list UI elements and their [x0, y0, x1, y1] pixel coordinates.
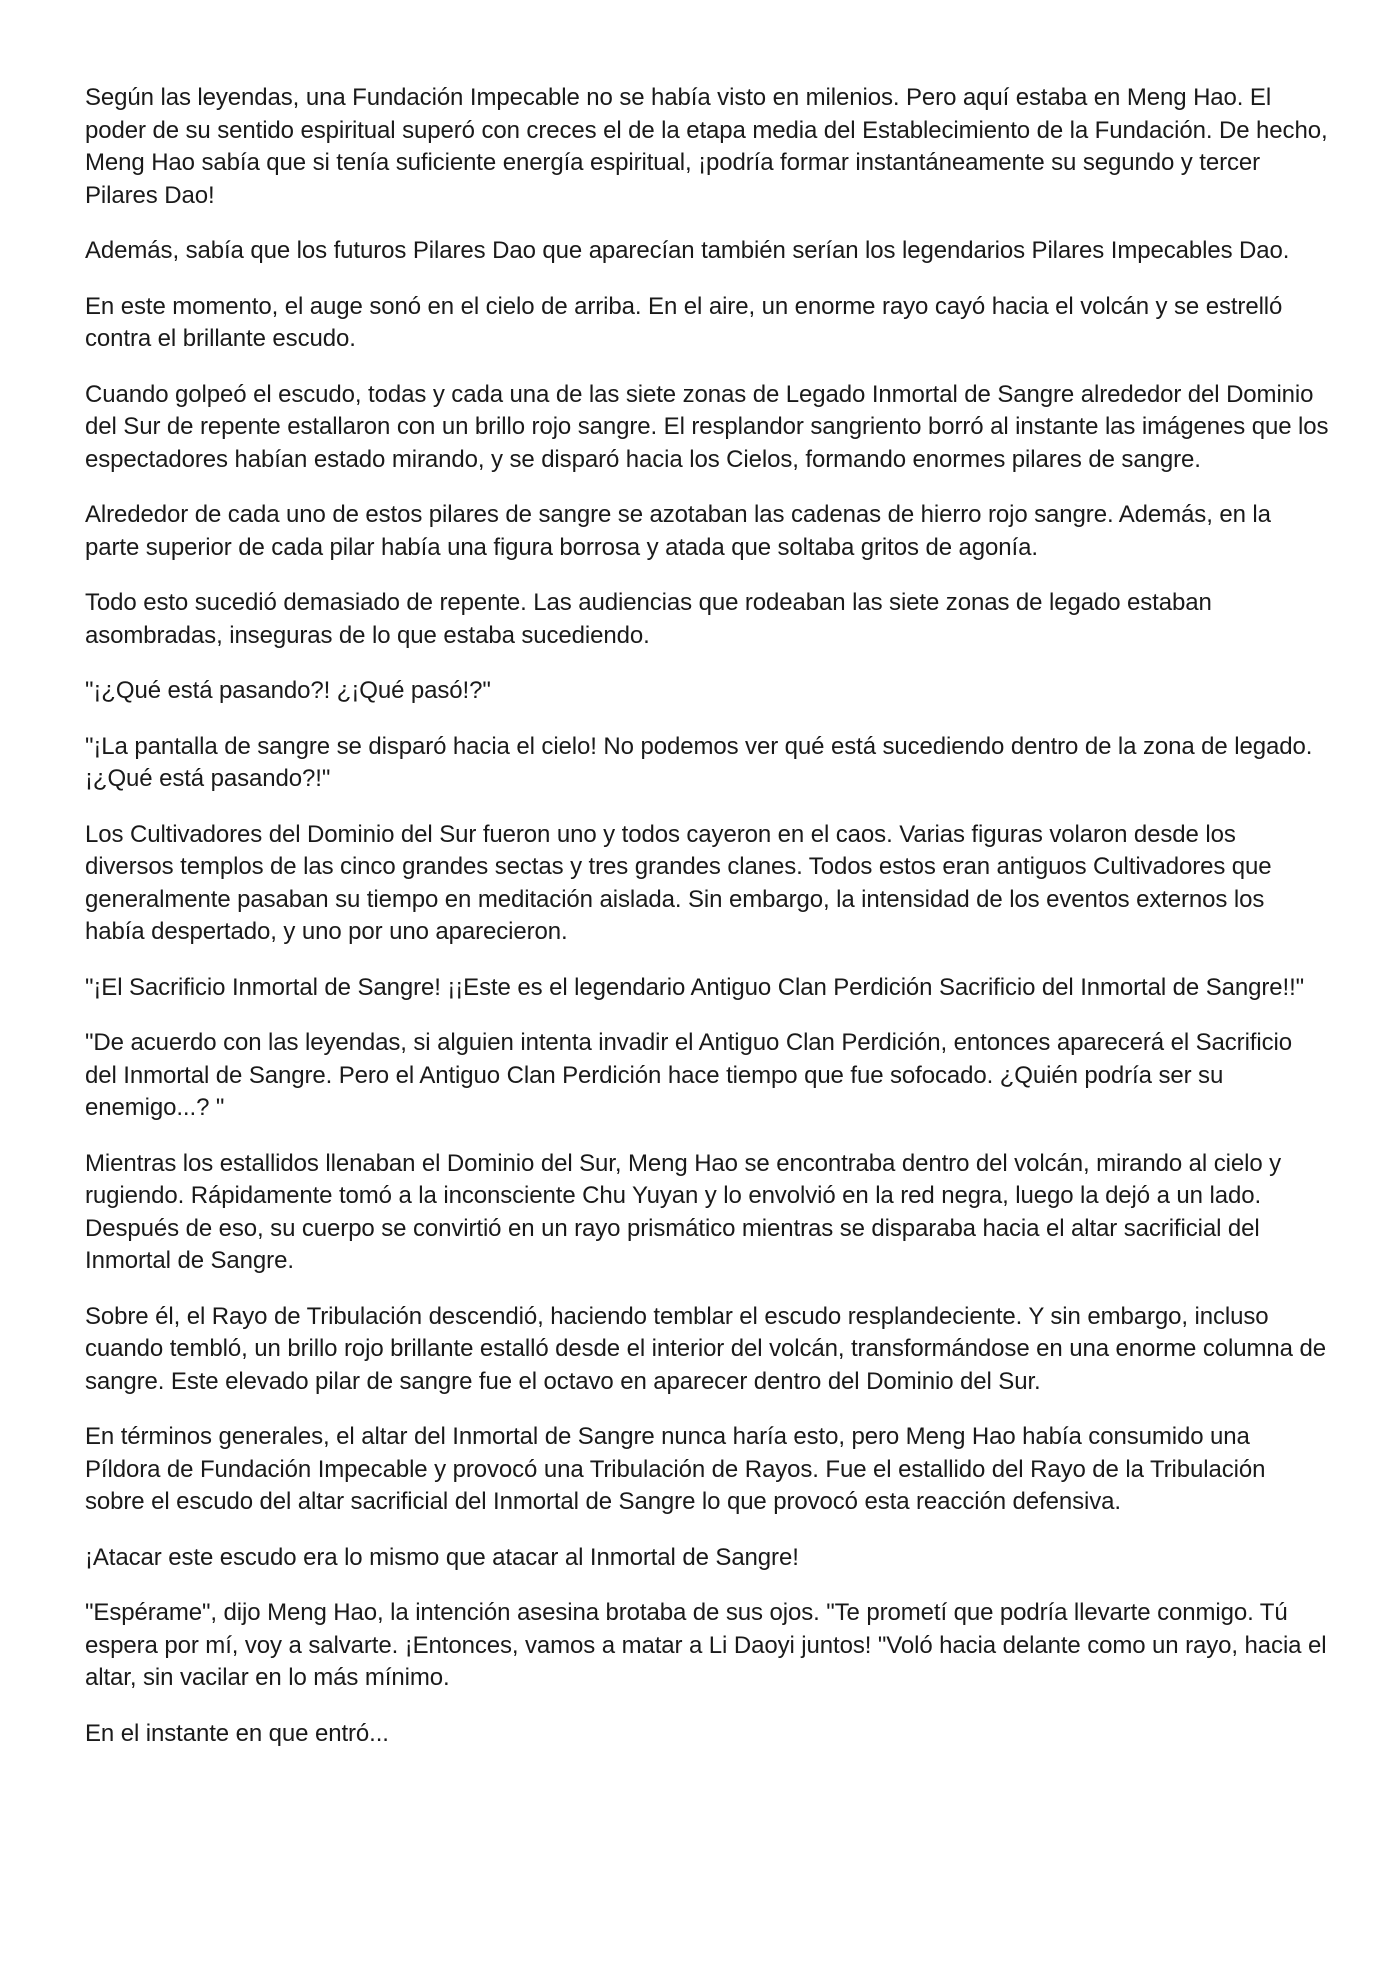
paragraph-16-dialogue: "Espérame", dijo Meng Hao, la intención asesina brotaba de sus ojos. "Te prometí que podría llevarte conmigo. Tú espera por mí, voy a salvarte. ¡Entonces, vamos a matar a Li Daoyi juntos! "Voló hacia delante como un rayo, hacia el altar, sin vacilar en lo más mínimo.: [85, 1599, 1327, 1691]
paragraph-10-dialogue: "¡El Sacrificio Inmortal de Sangre! ¡¡Este es el legendario Antiguo Clan Perdición Sacrificio del Inmortal de Sangre!!": [85, 973, 1305, 1001]
paragraph-7-dialogue: "¡¿Qué está pasando?! ¿¡Qué pasó!?": [85, 677, 491, 704]
paragraph-13: Sobre él, el Rayo de Tribulación descendió, haciendo temblar el escudo resplandeciente. Y sin embargo, incluso cuando tembló, un brillo rojo brillante estalló desde el interior del volcán, transformándose en una enorme columna de sangre. Este elevado pilar de sangre fue el octavo en aparecer dentro del Dominio del Sur.: [85, 1302, 1326, 1395]
paragraph-15: ¡Atacar este escudo era lo mismo que atacar al Inmortal de Sangre!: [85, 1543, 799, 1571]
paragraph-4: Cuando golpeó el escudo, todas y cada una de las siete zonas de Legado Inmortal de Sangre alrededor del Dominio del Sur de repente estallaron con un brillo rojo sangre. El resplandor sangriento borró al instante las imágenes que los espectadores habían estado mirando, y se disparó hacia los Cielos, formando enormes pilares de sangre.: [85, 380, 1329, 473]
paragraph-2: Además, sabía que los futuros Pilares Dao que aparecían también serían los legendarios Pilares Impecables Dao.: [85, 237, 1290, 264]
paragraph-17: En el instante en que entró...: [85, 1719, 389, 1747]
paragraph-14: En términos generales, el altar del Inmortal de Sangre nunca haría esto, pero Meng Hao había consumido una Píldora de Fundación Impecable y provocó una Tribulación de Rayos. Fue el estallido del Rayo de la Tribulación sobre el escudo del altar sacrificial del Inmortal de Sangre lo que provocó esta reacción defensiva.: [85, 1423, 1266, 1515]
paragraph-6: Todo esto sucedió demasiado de repente. Las audiencias que rodeaban las siete zonas de legado estaban asombradas, inseguras de lo que estaba sucediendo.: [85, 589, 1212, 649]
paragraph-9: Los Cultivadores del Dominio del Sur fueron uno y todos cayeron en el caos. Varias figuras volaron desde los diversos templos de las cinco grandes sectas y tres grandes clanes. Todos estos eran antiguos Cultivadores que generalmente pasaban su tiempo en meditación aislada. Sin embargo, la intensidad de los eventos externos los había despertado, y uno por uno aparecieron.: [85, 820, 1272, 945]
paragraph-1: Según las leyendas, una Fundación Impecable no se había visto en milenios. Pero aquí estaba en Meng Hao. El poder de su sentido espiritual superó con creces el de la etapa media del Establecimiento de la Fundación. De hecho, Meng Hao sabía que si tenía suficiente energía espiritual, ¡podría formar instantáneamente su segundo y tercer Pilares Dao!: [85, 84, 1328, 209]
document-body: [85, 82, 1330, 1773]
paragraph-8-dialogue: "¡La pantalla de sangre se disparó hacia el cielo! No podemos ver qué está sucediendo dentro de la zona de legado. ¡¿Qué está pasando?!": [85, 732, 1313, 792]
paragraph-5: Alrededor de cada uno de estos pilares de sangre se azotaban las cadenas de hierro rojo sangre. Además, en la parte superior de cada pilar había una figura borrosa y atada que soltaba gritos de agonía.: [85, 501, 1271, 561]
paragraph-12: Mientras los estallidos llenaban el Dominio del Sur, Meng Hao se encontraba dentro del volcán, mirando al cielo y rugiendo. Rápidamente tomó a la inconsciente Chu Yuyan y lo envolvió en la red negra, luego la dejó a un lado. Después de eso, su cuerpo se convirtió en un rayo prismático mientras se disparaba hacia el altar sacrificial del Inmortal de Sangre.: [85, 1149, 1282, 1274]
paragraph-3: En este momento, el auge sonó en el cielo de arriba. En el aire, un enorme rayo cayó hacia el volcán y se estrelló contra el brillante escudo.: [85, 292, 1283, 352]
paragraph-11-dialogue: "De acuerdo con las leyendas, si alguien intenta invadir el Antiguo Clan Perdición, entonces aparecerá el Sacrificio del Inmortal de Sangre. Pero el Antiguo Clan Perdición hace tiempo que fue sofocado. ¿Quién podría ser su enemigo...? ": [85, 1029, 1292, 1121]
